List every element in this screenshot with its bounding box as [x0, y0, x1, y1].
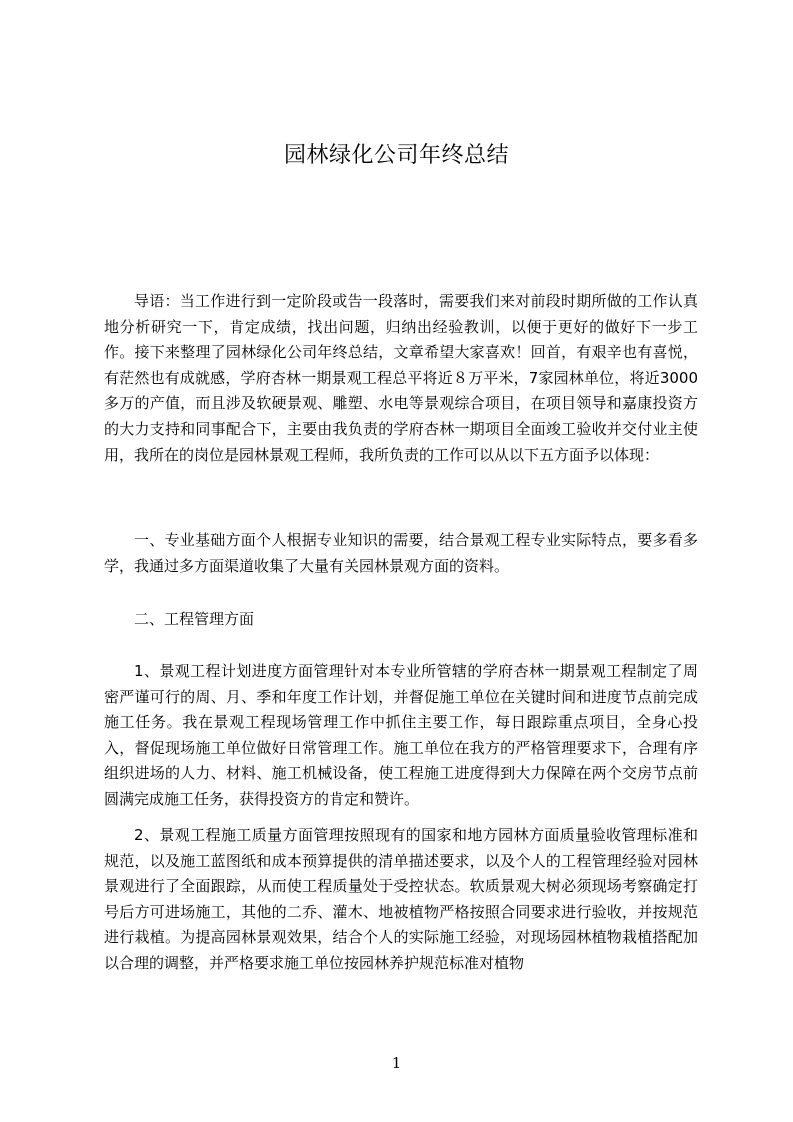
document-title: 园林绿化公司年终总结	[283, 143, 509, 168]
page-number: 1	[391, 1054, 402, 1072]
paragraph-section-1: 一、专业基础方面个人根据专业知识的需要，结合景观工程专业实际特点，要多看多学，我通过多方面渠道收集了大量有关园林景观方面的资料。	[104, 531, 698, 575]
paragraph-intro: 导语：当工作进行到一定阶段或告一段落时，需要我们来对前段时期所做的工作认真地分析研究一下，肯定成绩，找出问题，归纳出经验教训，以便于更好的做好下一步工作。接下来整理了园林绿化公司年终总结，文章希望大家喜欢！回首，有艰辛也有喜悦，有茫然也有成就感，学府杏林一期景观工程总平将近８万平米，7家园林单位，将近3000多万的产值，而且涉及软硬景观、雕塑、水电等景观综合项目，在项目领导和嘉康投资方的大力支持和同事配合下，主要由我负责的学府杏林一期项目全面竣工验收并交付业主使用，我所在的岗位是园林景观工程师，我所负责的工作可以从以下五方面予以体现：	[104, 292, 698, 464]
paragraph-section-2-heading: 二、工程管理方面	[134, 610, 255, 628]
paragraph-schedule-management: 1、景观工程计划进度方面管理针对本专业所管辖的学府杏林一期景观工程制定了周密严谨可行的周、月、季和年度工作计划，并督促施工单位在关键时间和进度节点前完成施工任务。我在景观工程现场管理工作中抓住主要工作，每日跟踪重点项目，全身心投入，督促现场施工单位做好日常管理工作。施工单位在我方的严格管理要求下，合理有序组织进场的人力、材料、施工机械设备，使工程施工进度得到大力保障在两个交房节点前圆满完成施工任务，获得投资方的肯定和赞许。	[104, 662, 698, 808]
paragraph-quality-management: 2、景观工程施工质量方面管理按照现有的国家和地方园林方面质量验收管理标准和规范，以及施工蓝图纸和成本预算提供的清单描述要求，以及个人的工程管理经验对园林景观进行了全面跟踪，从而使工程质量处于受控状态。软质景观大树必须现场考察确定打号后方可进场施工，其他的二乔、灌木、地被植物严格按照合同要求进行验收，并按规范进行栽植。为提高园林景观效果，结合个人的实际施工经验，对现场园林植物栽植搭配加以合理的调整，并严格要求施工单位按园林养护规范标准对植物	[104, 826, 698, 972]
